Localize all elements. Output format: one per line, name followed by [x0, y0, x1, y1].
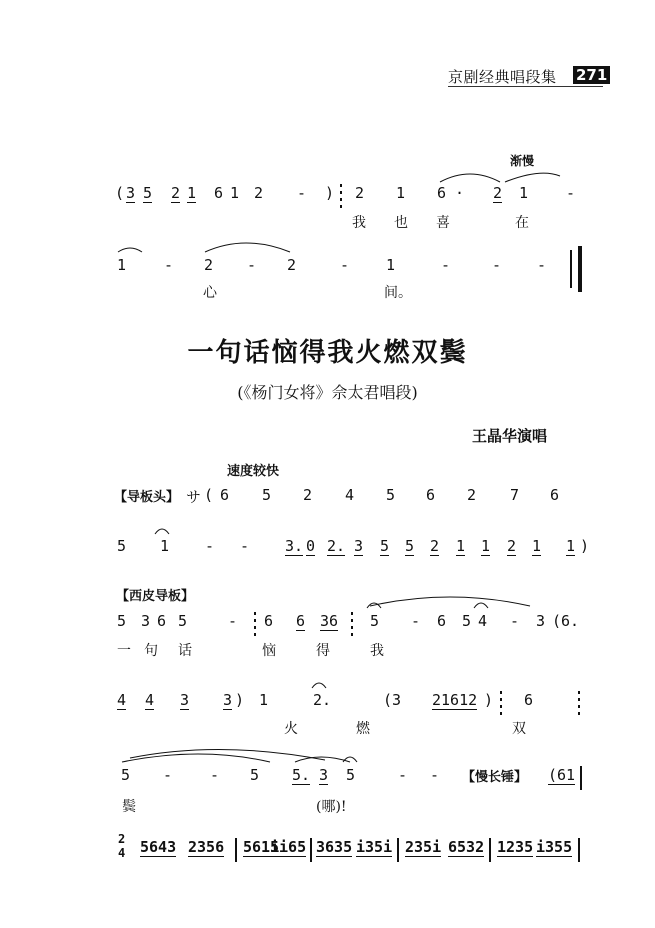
note: 5: [370, 612, 380, 630]
section-label: 【导板头】: [114, 490, 180, 505]
lyric: 喜: [436, 215, 450, 231]
note: 2: [287, 256, 297, 274]
score-line-8: [0, 832, 655, 868]
note: 3: [223, 691, 233, 709]
lyric: 燃: [356, 721, 370, 737]
note: 5: [380, 537, 390, 555]
note: 4: [117, 691, 127, 709]
lyrics-line-5: [0, 640, 655, 666]
paren: ): [580, 537, 590, 555]
note: 6: [157, 612, 167, 630]
dash: -: [247, 256, 257, 274]
lyric: 在: [515, 215, 529, 231]
slur: [295, 757, 350, 762]
note: 7: [510, 486, 520, 504]
section-label-manchangchui: 【慢长锤】: [462, 770, 528, 785]
dotted-barline: [254, 612, 256, 636]
slur: [118, 248, 142, 252]
lyric: 鬓: [122, 799, 136, 815]
note-group: i355: [536, 838, 573, 856]
score-line-6: [0, 691, 655, 717]
note: 6: [426, 486, 436, 504]
note: 1: [456, 537, 466, 555]
time-signature-top: 2: [118, 832, 126, 846]
barline: [397, 838, 399, 862]
lyric: 恼: [262, 643, 276, 659]
dash: -: [492, 256, 502, 274]
score-line-3: [0, 486, 655, 512]
note: 5: [462, 612, 472, 630]
dash: -: [398, 766, 408, 784]
note: 2: [303, 486, 313, 504]
note-group: 6532: [448, 838, 485, 856]
note: (: [115, 184, 125, 202]
note: 1: [386, 256, 396, 274]
header-rule: [448, 86, 603, 87]
dash: -: [510, 612, 520, 630]
performer: 王晶华演唱: [472, 427, 548, 445]
lyrics-line-7: [0, 796, 655, 822]
note: (6.: [552, 612, 580, 630]
note: 2: [493, 184, 503, 202]
note: 4: [478, 612, 488, 630]
note-group: (61: [548, 766, 576, 784]
tempo-mark: 速度较快: [227, 464, 280, 479]
fermata: [155, 529, 169, 534]
note: 2: [430, 537, 440, 555]
lyric: 间。: [384, 285, 412, 301]
note: 5: [250, 766, 260, 784]
note: 6: [264, 612, 274, 630]
note: 6: [220, 486, 230, 504]
lyric: 我: [370, 643, 384, 659]
slur: [440, 174, 500, 182]
note: 1: [566, 537, 576, 555]
note: 6: [296, 612, 306, 630]
dotted-barline: [351, 612, 353, 636]
note: 2: [171, 184, 181, 202]
lyrics-line-6: [0, 718, 655, 744]
lyrics-line-1: [0, 212, 655, 238]
barline: [580, 766, 582, 790]
dash: -: [441, 256, 451, 274]
song-subtitle: (《杨门女将》佘太君唱段): [237, 383, 418, 402]
note: 3: [354, 537, 364, 555]
note: 3: [319, 766, 329, 784]
lyric: 话: [178, 643, 192, 659]
note: 2: [254, 184, 264, 202]
note: 36: [320, 612, 339, 630]
note: 3: [536, 612, 546, 630]
note: 3.: [285, 537, 304, 555]
paren: ): [235, 691, 245, 709]
dash: -: [430, 766, 440, 784]
note: 3: [180, 691, 190, 709]
note: 0: [306, 537, 316, 555]
note: 2: [355, 184, 365, 202]
note-group: 2356: [188, 838, 225, 856]
note-group: 1235: [497, 838, 534, 856]
lyric: 双: [512, 721, 526, 737]
lyric: (哪)!: [316, 799, 347, 815]
page-number: 271: [573, 66, 610, 84]
free-rhythm-mark: サ: [186, 488, 202, 506]
note-group: 561i: [243, 838, 280, 856]
note-group: i35i: [356, 838, 393, 856]
fermata: [343, 757, 357, 762]
book-title: 京剧经典唱段集: [448, 68, 557, 86]
note: 5: [346, 766, 356, 784]
note: 5.: [292, 766, 311, 784]
note: (3: [383, 691, 402, 709]
note: 5: [405, 537, 415, 555]
lyric: 火: [284, 721, 298, 737]
note: 5: [262, 486, 272, 504]
barline: [578, 838, 580, 862]
dotted-barline: [500, 691, 502, 715]
note: 6: [524, 691, 534, 709]
lyrics-line-2: [0, 282, 655, 308]
score-line-1: [0, 184, 655, 210]
dash: -: [340, 256, 350, 274]
dash: -: [163, 766, 173, 784]
note: 6: [437, 184, 447, 202]
note: 2.: [327, 537, 346, 555]
lyric: 一: [117, 643, 131, 659]
note-group: 5643: [140, 838, 177, 856]
note: 4: [345, 486, 355, 504]
note: 2.: [313, 691, 332, 709]
slur: [130, 749, 325, 760]
lyric: 我: [352, 215, 366, 231]
dash: -: [566, 184, 576, 202]
note: 5: [178, 612, 188, 630]
dash: -: [240, 537, 250, 555]
note: 2: [467, 486, 477, 504]
note: 1: [160, 537, 170, 555]
song-title: 一句话恼得我火燃双鬓: [187, 338, 468, 368]
note: 3: [126, 184, 136, 202]
note: 6: [550, 486, 560, 504]
dotted-barline: [340, 184, 342, 208]
lyric: 也: [394, 215, 408, 231]
note: 6: [214, 184, 224, 202]
slur: [505, 173, 560, 182]
dash: -: [537, 256, 547, 274]
note: 4: [145, 691, 155, 709]
note: 1: [117, 256, 127, 274]
slur: [122, 754, 270, 762]
note: ): [325, 184, 335, 202]
lyric: 心: [203, 285, 217, 301]
slur: [205, 243, 290, 252]
dash: -: [164, 256, 174, 274]
dash: -: [210, 766, 220, 784]
note: 5: [143, 184, 153, 202]
barline: [310, 838, 312, 862]
fermata: [312, 683, 326, 688]
note: 2: [204, 256, 214, 274]
barline: [489, 838, 491, 862]
lyric: 句: [144, 643, 158, 659]
score-line-2: [0, 256, 655, 282]
lyric: 得: [316, 643, 330, 659]
slur: [370, 597, 530, 606]
note-group: 3635: [316, 838, 353, 856]
section-label-xipi: 【西皮导板】: [116, 589, 195, 604]
note: 1: [532, 537, 542, 555]
note: 1: [481, 537, 491, 555]
dot: ·: [455, 184, 465, 202]
note: 1: [230, 184, 240, 202]
note: 5: [117, 537, 127, 555]
note: 1: [396, 184, 406, 202]
note: 5: [386, 486, 396, 504]
note: 1: [259, 691, 269, 709]
dash: -: [205, 537, 215, 555]
score-line-7: [0, 766, 655, 792]
tempo-mark-slowing: 渐慢: [510, 154, 535, 168]
note-group: 235i: [405, 838, 442, 856]
note-group: 5i65: [270, 838, 307, 856]
paren: (: [204, 486, 214, 504]
fermata: [474, 603, 488, 608]
note: 6: [437, 612, 447, 630]
fermata: [367, 603, 381, 608]
time-signature-bottom: 4: [118, 846, 126, 860]
dash: -: [228, 612, 238, 630]
score-line-4: [0, 537, 655, 563]
note: 3: [141, 612, 151, 630]
note: 1: [187, 184, 197, 202]
note: 2: [507, 537, 517, 555]
dash: -: [297, 184, 307, 202]
note: 5: [117, 612, 127, 630]
note-group: 21612: [432, 691, 478, 709]
score-line-5: [0, 612, 655, 638]
paren: ): [484, 691, 494, 709]
note: 5: [121, 766, 131, 784]
barline: [235, 838, 237, 862]
dotted-barline: [578, 691, 580, 715]
note: 1: [519, 184, 529, 202]
dash: -: [411, 612, 421, 630]
